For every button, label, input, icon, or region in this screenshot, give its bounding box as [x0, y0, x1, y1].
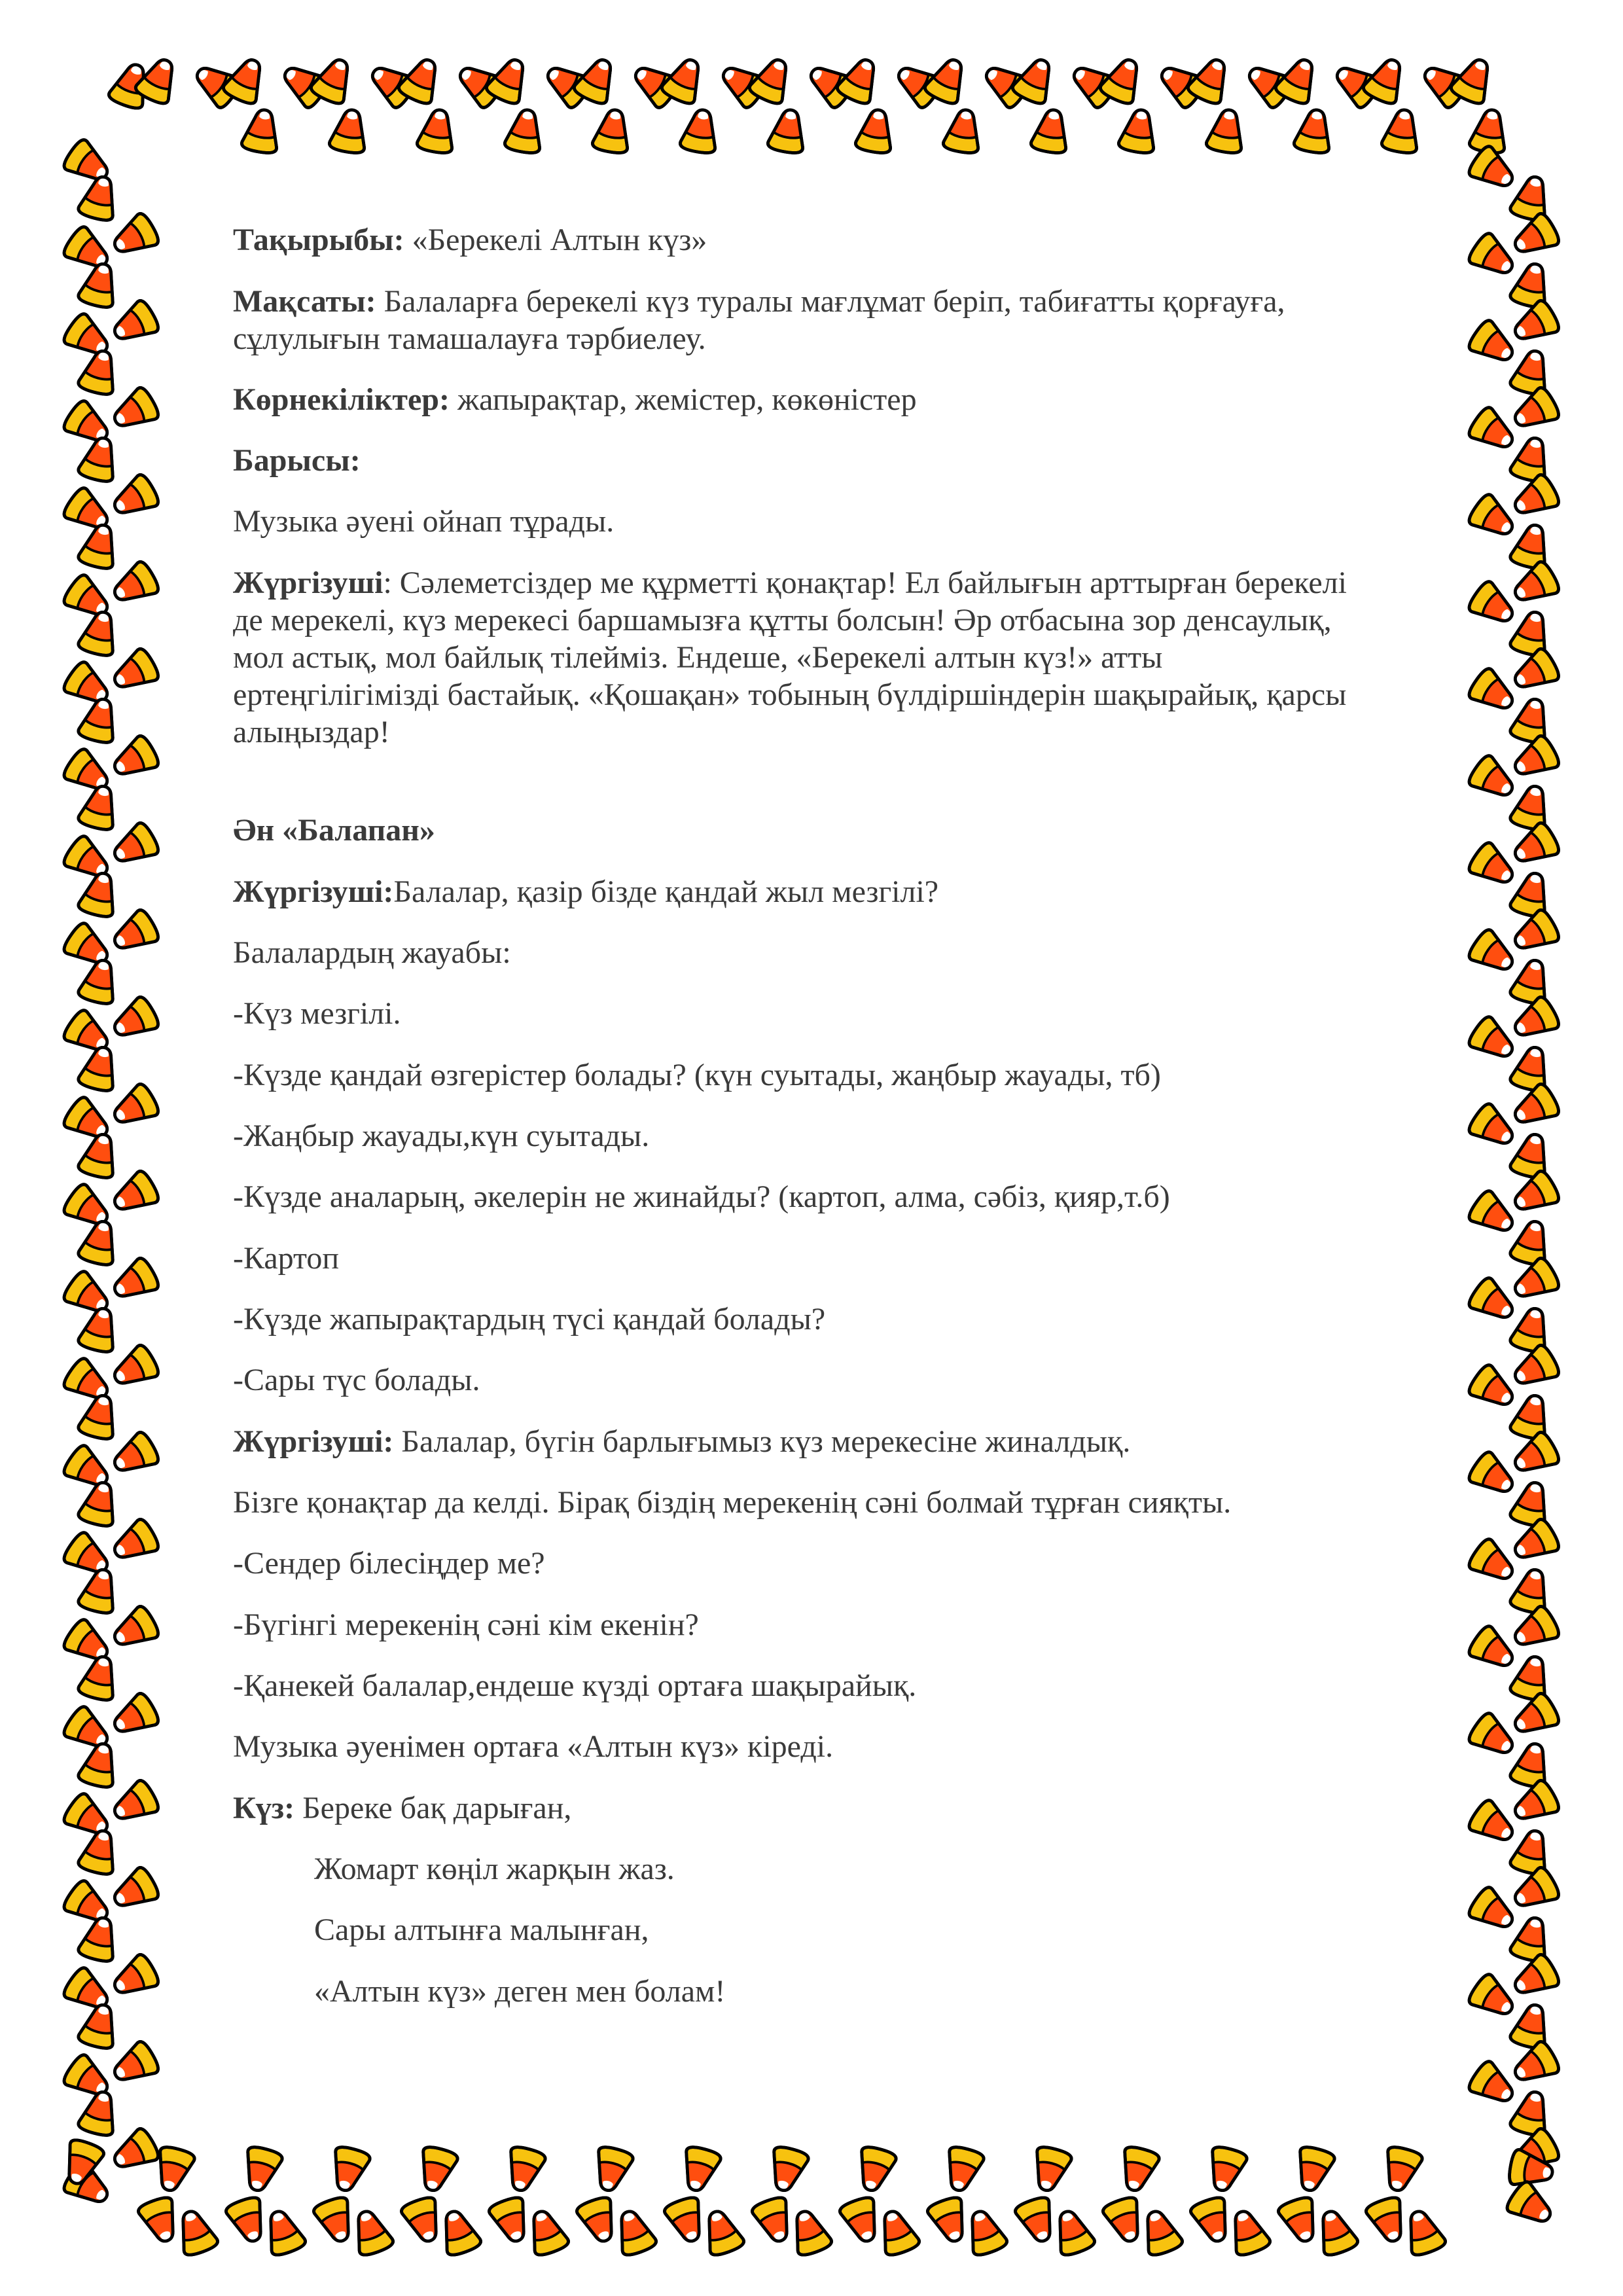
candy-corn-icon — [107, 821, 162, 872]
candy-corn-icon — [786, 2206, 834, 2257]
host-label-2: Жүргізуші: — [233, 874, 394, 909]
candy-corn-icon — [751, 2195, 798, 2246]
candy-corn-icon — [1189, 2195, 1237, 2246]
candy-corn-icon — [1466, 1623, 1521, 1676]
candy-corn-icon — [416, 107, 458, 155]
candy-corn-icon — [107, 1517, 162, 1569]
candy-corn-icon — [1508, 734, 1562, 785]
candy-corn-icon — [1508, 1517, 1562, 1569]
progress-heading-text: Барысы: — [233, 443, 361, 478]
candy-corn-icon — [1508, 298, 1562, 350]
candy-corn-icon — [435, 2206, 483, 2257]
candy-corn-icon — [414, 2145, 459, 2195]
candy-corn-icon — [1508, 211, 1562, 263]
candy-corn-icon — [1466, 1536, 1521, 1589]
candy-corn-icon — [1509, 608, 1554, 658]
candy-corn-icon — [107, 995, 162, 1047]
candy-corn-icon — [107, 473, 162, 524]
candy-corn-icon — [1466, 1275, 1521, 1328]
candy-corn-icon — [926, 2195, 974, 2246]
candy-corn-icon — [1118, 107, 1160, 155]
candy-corn-icon — [1466, 2058, 1521, 2111]
candy-corn-icon — [1466, 143, 1521, 196]
candy-corn-icon — [107, 560, 162, 611]
candy-corn-icon — [1291, 2145, 1336, 2195]
children-answer-line: Балалардың жауабы: — [233, 935, 511, 970]
candy-corn-icon — [107, 298, 162, 350]
candy-corn-icon — [107, 1256, 162, 1308]
candy-corn-icon — [1509, 2001, 1554, 2051]
candy-corn-icon — [1509, 2088, 1554, 2138]
candy-corn-icon — [1509, 347, 1554, 397]
candy-corn-icon — [1101, 2195, 1149, 2246]
candy-corn-icon — [107, 1691, 162, 1743]
candy-corn-icon — [1049, 2206, 1097, 2257]
candy-corn-icon — [107, 1865, 162, 1917]
candy-corn-icon — [1277, 2195, 1325, 2246]
candy-corn-icon — [1508, 821, 1562, 872]
candy-corn-icon — [1466, 753, 1521, 806]
candy-corn-icon — [348, 2206, 395, 2257]
candy-corn-icon — [312, 2195, 360, 2246]
autumn-first-line: Береке бақ дарыған, — [294, 1791, 572, 1825]
candy-corn-icon — [575, 2195, 623, 2246]
topic-text: «Берекелі Алтын күз» — [404, 223, 707, 257]
candy-corn-icon — [77, 260, 122, 310]
candy-corn-icon — [1509, 521, 1554, 571]
candy-corn-icon — [1466, 1101, 1521, 1154]
candy-corn-icon — [1508, 1691, 1562, 1743]
candy-corn-icon — [77, 521, 122, 571]
candy-corn-icon — [1509, 1217, 1554, 1267]
candy-corn-icon — [77, 956, 122, 1006]
candy-corn-icon — [1508, 2039, 1562, 2091]
candy-corn-icon — [107, 1343, 162, 1395]
candy-corn-icon — [1508, 386, 1562, 437]
dialog-line: -Сары түс болады. — [233, 1363, 480, 1397]
candy-corn-icon — [1508, 1430, 1562, 1482]
candy-corn-icon — [77, 1217, 122, 1267]
candy-corn-icon — [241, 107, 283, 155]
candy-corn-icon — [77, 1130, 122, 1180]
candy-corn-icon — [838, 2195, 886, 2246]
candy-corn-icon — [698, 2206, 746, 2257]
dialog-line: -Қанекей балалар,ендеше күзді ортаға шақырайық. — [233, 1668, 917, 1703]
candy-corn-icon — [961, 2206, 1009, 2257]
host-label-3: Жүргізуші: — [233, 1424, 394, 1459]
candy-corn-icon — [327, 2145, 372, 2195]
candy-corn-icon — [77, 695, 122, 745]
candy-corn-icon — [502, 2145, 547, 2195]
candy-corn-icon — [488, 2195, 535, 2246]
candy-corn-icon — [1466, 1971, 1521, 2024]
candy-corn-icon — [77, 347, 122, 397]
candy-corn-icon — [1509, 1827, 1554, 1876]
dialog-line: -Күзде жапырақтардың түсі қандай болады? — [233, 1302, 826, 1336]
candy-corn-icon — [590, 2145, 635, 2195]
candy-corn-icon — [1509, 1391, 1554, 1441]
candy-corn-icon — [172, 2206, 220, 2257]
candy-corn-icon — [1466, 1797, 1521, 1850]
candy-corn-icon — [137, 2195, 185, 2246]
candy-corn-icon — [1379, 2145, 1424, 2195]
dialog-line: -Картоп — [233, 1241, 340, 1276]
candy-corn-icon — [107, 734, 162, 785]
candy-corn-icon — [77, 1391, 122, 1441]
host-3-text: Балалар, бүгін барлығымыз күз мерекесіне жиналдық. — [393, 1424, 1131, 1459]
candy-corn-icon — [1116, 2145, 1161, 2195]
candy-corn-icon — [1509, 869, 1554, 919]
candy-corn-icon — [1509, 1304, 1554, 1354]
candy-corn-icon — [1509, 173, 1554, 223]
goal-paragraph — [233, 283, 1285, 357]
candy-corn-icon — [77, 1914, 122, 1964]
candy-corn-icon — [1508, 908, 1562, 960]
dialog-line: -Жаңбыр жауады,күн суытады. — [233, 1119, 650, 1153]
visuals-label: Көрнекіліктер: — [233, 382, 450, 417]
candy-corn-icon — [107, 1604, 162, 1656]
candy-corn-icon — [1508, 1865, 1562, 1917]
candy-corn-icon — [1466, 579, 1521, 632]
candy-corn-icon — [77, 869, 122, 919]
candy-corn-icon — [1466, 1188, 1521, 1241]
candy-corn-icon — [1509, 1043, 1554, 1093]
candy-corn-icon — [504, 107, 546, 155]
candy-corn-icon — [765, 2145, 810, 2195]
candy-corn-icon — [1466, 230, 1521, 283]
candy-corn-icon — [1508, 560, 1562, 611]
candy-corn-icon — [1466, 404, 1521, 457]
candy-corn-icon — [77, 1740, 122, 1789]
candy-corn-icon — [400, 2195, 448, 2246]
candy-corn-icon — [77, 173, 122, 223]
host-paragraph-1 — [233, 564, 1347, 751]
candy-corn-icon — [1466, 927, 1521, 980]
candy-corn-icon — [329, 107, 370, 155]
candy-corn-icon — [855, 107, 897, 155]
candy-corn-icon — [767, 107, 809, 155]
candy-corn-icon — [1466, 1449, 1521, 1502]
candy-corn-icon — [1509, 782, 1554, 832]
dialog-line: -Күзде қандай өзгерістер болады? (күн суытады, жаңбыр жауады, тб) — [233, 1058, 1161, 1092]
candy-corn-icon — [1137, 2206, 1185, 2257]
candy-corn-icon — [77, 608, 122, 658]
candy-corn-icon — [77, 1043, 122, 1093]
candy-corn-icon — [239, 2145, 284, 2195]
candy-corn-icon — [1014, 2195, 1061, 2246]
candy-corn-icon — [1508, 1952, 1562, 2004]
host-1-line-1: : Сәлеметсіздер ме құрметті қонақтар! Ел байлығын арттырған берекелі — [383, 565, 1347, 600]
candy-corn-icon — [1030, 107, 1072, 155]
goal-line-2: сұлулығын тамашалауға тәрбиелеу. — [233, 321, 706, 356]
candy-corn-icon — [1509, 956, 1554, 1006]
host-1-line-2: де мерекелі, күз мерекесі баршамызға құтты болсын! Әр отбасына зор денсаулық, — [233, 603, 1332, 637]
candy-corn-icon — [107, 908, 162, 960]
music-line-2: Музыка әуенімен ортаға «Алтын күз» кіреді. — [233, 1729, 834, 1764]
topic-line — [233, 221, 707, 259]
candy-corn-icon — [1504, 2179, 1559, 2232]
candy-corn-icon — [1508, 473, 1562, 524]
candy-corn-icon — [1509, 1740, 1554, 1789]
candy-corn-icon — [77, 1827, 122, 1876]
dialog-line: -Сендер білесіңдер ме? — [233, 1546, 545, 1581]
goal-label: Мақсаты: — [233, 284, 376, 319]
candy-corn-icon — [260, 2206, 308, 2257]
candy-corn-icon — [1312, 2206, 1360, 2257]
candy-corn-icon — [1466, 840, 1521, 893]
candy-corn-icon — [1224, 2206, 1272, 2257]
candy-corn-icon — [611, 2206, 658, 2257]
candy-corn-icon — [1466, 666, 1521, 719]
candy-corn-icon — [77, 1653, 122, 1702]
candy-corn-icon — [107, 1778, 162, 1830]
candy-corn-icon — [77, 434, 122, 484]
candy-corn-icon — [1381, 107, 1423, 155]
candy-corn-icon — [1466, 317, 1521, 370]
candy-corn-icon — [107, 1430, 162, 1482]
candy-corn-icon — [107, 2039, 162, 2091]
candy-corn-icon — [1508, 647, 1562, 698]
candy-corn-icon — [1508, 1082, 1562, 1134]
host-2-text: Балалар, қазір бізде қандай жыл мезгілі? — [393, 874, 939, 909]
visuals-line — [233, 381, 917, 418]
verse-line: Сары алтынға малынған, — [314, 1912, 649, 1947]
candy-corn-icon — [107, 1082, 162, 1134]
goal-line-1: Балаларға берекелі күз туралы мағлұмат беріп, табиғатты қорғауға, — [376, 284, 1285, 319]
candy-corn-icon — [1466, 1884, 1521, 1937]
candy-corn-icon — [77, 1304, 122, 1354]
progress-heading — [233, 442, 361, 479]
autumn-label: Күз: — [233, 1791, 295, 1825]
verse-line: Жомарт көңіл жарқын жаз. — [314, 1852, 675, 1886]
candy-corn-icon — [1509, 1130, 1554, 1180]
candy-corn-icon — [77, 2088, 122, 2138]
candy-corn-icon — [679, 107, 721, 155]
candy-corn-icon — [942, 107, 984, 155]
candy-corn-icon — [107, 1952, 162, 2004]
candy-corn-icon — [853, 2145, 898, 2195]
candy-corn-icon — [1508, 1256, 1562, 1308]
candy-corn-icon — [107, 386, 162, 437]
candy-corn-icon — [1509, 1566, 1554, 1615]
candy-corn-icon — [1466, 1362, 1521, 1415]
candy-corn-icon — [1293, 107, 1335, 155]
visuals-text: жапырақтар, жемістер, көкөністер — [449, 382, 917, 417]
candy-corn-icon — [1509, 1479, 1554, 1528]
candy-corn-icon — [677, 2145, 722, 2195]
candy-corn-icon — [1028, 2145, 1073, 2195]
candy-corn-icon — [592, 107, 633, 155]
candy-corn-icon — [107, 2126, 162, 2178]
candy-corn-icon — [107, 211, 162, 263]
candy-corn-icon — [1509, 1653, 1554, 1702]
music-line-1: Музыка әуені ойнап тұрады. — [233, 504, 615, 539]
dialog-line: -Күз мезгілі. — [233, 996, 401, 1031]
candy-corn-icon — [224, 2195, 272, 2246]
dialog-line: -Бүгінгі мерекенің сәні кім екенін? — [233, 1607, 699, 1642]
candy-corn-icon — [940, 2145, 986, 2195]
host-1-line-4: ертеңгілігімізді бастайық. «Қошақан» тобының бүлдіршіндерін шақырайық, қарсы — [233, 677, 1347, 712]
candy-corn-icon — [107, 1169, 162, 1221]
candy-corn-icon — [874, 2206, 921, 2257]
candy-corn-icon — [1509, 695, 1554, 745]
autumn-line — [233, 1789, 571, 1827]
candy-corn-icon — [1509, 1914, 1554, 1964]
candy-corn-icon — [77, 1479, 122, 1528]
topic-label: Тақырыбы: — [233, 223, 404, 257]
candy-corn-icon — [1508, 1169, 1562, 1221]
candy-corn-icon — [1466, 1014, 1521, 1067]
candy-corn-icon — [1205, 107, 1247, 155]
host-line-2 — [233, 873, 938, 910]
candy-corn-icon — [1466, 492, 1521, 545]
candy-corn-icon — [77, 1566, 122, 1615]
candy-corn-icon — [1466, 1710, 1521, 1763]
candy-corn-icon — [1508, 1343, 1562, 1395]
host-line-3 — [233, 1423, 1130, 1460]
candy-corn-icon — [1508, 1778, 1562, 1830]
verse-line: «Алтын күз» деген мен болам! — [314, 1974, 726, 2009]
candy-corn-icon — [77, 2001, 122, 2051]
candy-corn-icon — [1509, 260, 1554, 310]
song-title: Ән «Балапан» — [233, 813, 435, 848]
candy-corn-icon — [1508, 1604, 1562, 1656]
candy-corn-icon — [1400, 2206, 1448, 2257]
candy-corn-icon — [1204, 2145, 1249, 2195]
host-label-1: Жүргізуші — [233, 565, 383, 600]
candy-corn-icon — [523, 2206, 571, 2257]
candy-corn-icon — [1509, 434, 1554, 484]
candy-corn-icon — [77, 782, 122, 832]
song-line — [233, 812, 435, 849]
host-1-line-3: мол астық, мол байлық тілейміз. Ендеше, «Берекелі алтын күз!» атты — [233, 640, 1163, 675]
guests-line: Бізге қонақтар да келді. Бірақ біздің мерекенің сәні болмай тұрған сияқты. — [233, 1485, 1232, 1520]
candy-corn-icon — [107, 647, 162, 698]
dialog-line: -Күзде аналарың, әкелерін не жинайды? (картоп, алма, сәбіз, қияр,т.б) — [233, 1179, 1170, 1214]
candy-corn-icon — [1508, 995, 1562, 1047]
candy-corn-icon — [1364, 2195, 1412, 2246]
candy-corn-icon — [663, 2195, 711, 2246]
host-1-line-5: алыңыздар! — [233, 715, 390, 749]
